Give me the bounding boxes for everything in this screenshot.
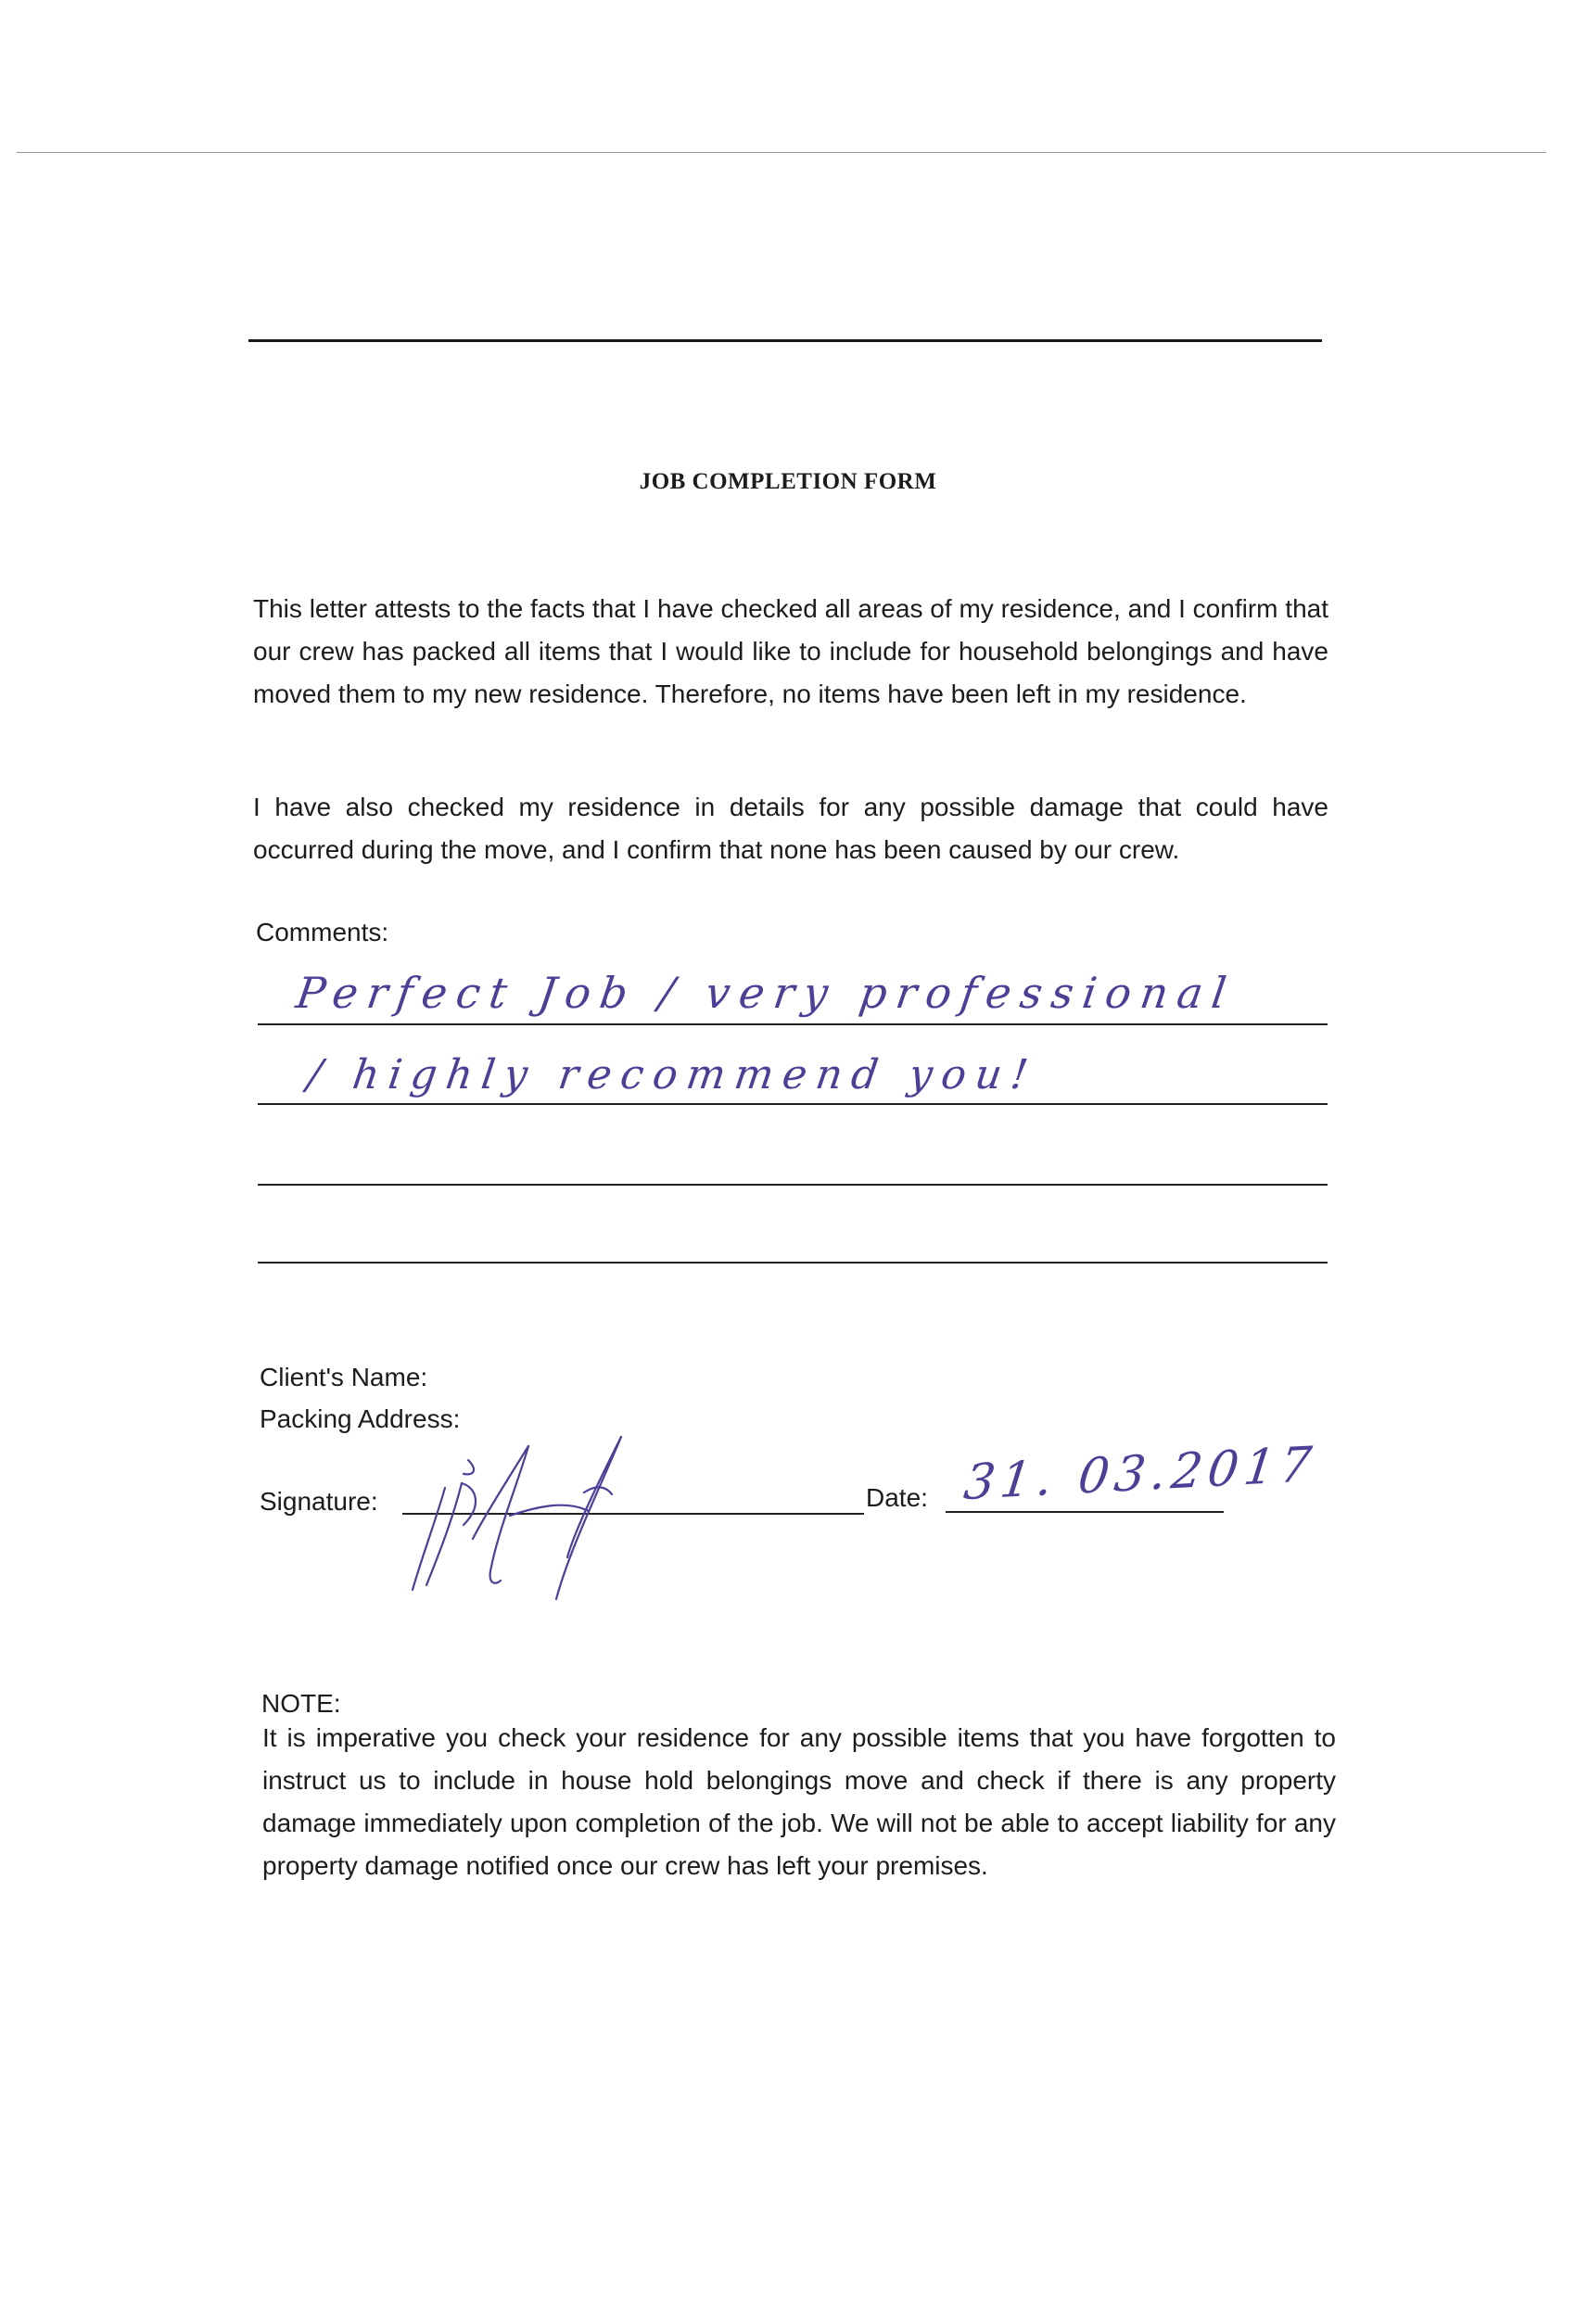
handwritten-signature [389, 1418, 779, 1604]
handwritten-date: 31. 03.2017 [960, 1436, 1320, 1512]
note-text: It is imperative you check your residence for any possible items that you have forgotten to instruct us to include in house hold belongings move and check if there is any property damage immediately upon completion of the job. We will not be able to accept liability for any property damage notified once our crew has left your premises. [262, 1723, 1336, 1880]
date-line [946, 1511, 1224, 1513]
header-rule [248, 339, 1322, 342]
client-name-label: Client's Name: [260, 1363, 428, 1391]
date-label: Date: [866, 1483, 928, 1512]
scan-edge-line [17, 152, 1546, 153]
handwritten-comment-line-2: / highly recommend you! [304, 1051, 1040, 1099]
comment-line-2 [258, 1103, 1328, 1105]
damage-paragraph: I have also checked my residence in details for any possible damage that could have occurred during the move, and I confirm that none has been caused by our crew. [253, 793, 1328, 864]
signature-label: Signature: [260, 1487, 378, 1516]
form-title: JOB COMPLETION FORM [639, 469, 937, 494]
handwritten-comment-line-1: Perfect Job / very professional [293, 968, 1239, 1018]
attestation-paragraph: This letter attests to the facts that I have checked all areas of my residence, and I confirm that our crew has packed all items that I would like to include for household belongings and have moved them to my new residence. Therefore, no items have been left in my residence. [253, 594, 1328, 708]
comment-line-4 [258, 1262, 1328, 1264]
comment-line-3 [258, 1184, 1328, 1186]
packing-address-label: Packing Address: [260, 1404, 461, 1433]
note-label: NOTE: [261, 1689, 341, 1718]
comment-line-1 [258, 1023, 1328, 1025]
comments-label: Comments: [256, 918, 389, 946]
